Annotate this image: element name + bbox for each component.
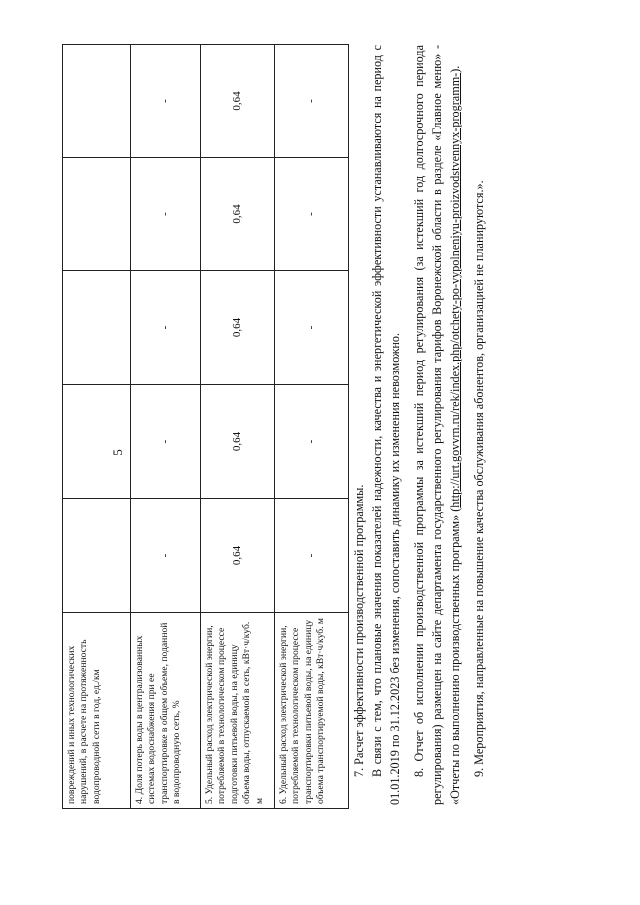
table-cell: - [275,45,349,158]
table-cell: - [131,271,201,385]
table-row-label: 6. Удельный расход электрической энергии, потребляемой в технологическом процессе транспортировки питьевой воды, на единицу объема транспортируемой воды, кВт·ч/куб. м [275,613,349,809]
table-cell: 0,64 [201,385,275,499]
section-7-text: В связи с тем, что плановые значения показателей надежности, качества и энергетической эффективности устанавливаются на период с 01.01.2019 по 31.12.2023 без изменения, сопоставить динамику их изменения невозможно. [370,45,402,805]
table-cell: - [131,158,201,271]
table-row [201,45,275,809]
table-row [275,45,349,809]
table-cell: 0,64 [201,45,275,158]
table-cell: - [131,45,201,158]
table-row-label: повреждений и иных технологических нарушений, в расчете на протяженность водопроводной сети в год, ед./км [63,613,131,809]
page-number: 5 [110,449,125,456]
section-8-text-after: ). [448,65,462,73]
table-cell [63,45,131,158]
table-cell: - [131,499,201,613]
indicators-table [62,44,349,809]
table-cell: 0,64 [201,499,275,613]
section-8-text [410,45,464,805]
table-row [131,45,201,809]
table-row [63,45,131,809]
table-row-label: 5. Удельный расход электрической энергии, потребляемой в технологическом процессе подготовки питьевой воды, на единицу объема воды, отпускаемой в сеть, кВт·ч/куб. м [201,613,275,809]
table-cell: - [275,158,349,271]
table-cell: - [131,385,201,499]
report-link[interactable]: http://urt.govvrn.ru/rek/index.php/otchety-po-vypolneniyu-proizvodstvennyx-programm- [448,72,462,508]
table-cell: - [275,499,349,613]
section-8-text-before: 8. Отчет об исполнении производственной программы за истекший период регулирования (за истекший год долгосрочного периода регулирования) размещен на сайте департамента государственного регулирования тарифов Воронежской области в разделе «Главное меню» - «Отчеты по выполнению производственных программ» ( [412,45,462,805]
table-cell [63,385,131,499]
body-text [350,45,488,805]
table-cell: - [275,385,349,499]
table-cell: 0,64 [201,158,275,271]
section-9-text: 9. Мероприятия, направленные на повышение качества обслуживания абонентов, организацией не планируются.». [472,180,486,777]
table-cell: - [275,271,349,385]
table-cell: 0,64 [201,271,275,385]
table-cell [63,158,131,271]
table-row-label: 4. Доля потерь воды в централизованных системах водоснабжения при ее транспортировке в общем объеме, поданной в водопроводную сеть, % [131,613,201,809]
section-7-heading: 7. Расчет эффективности производственной программы. [352,484,366,777]
table-cell [63,499,131,613]
table-cell [63,271,131,385]
